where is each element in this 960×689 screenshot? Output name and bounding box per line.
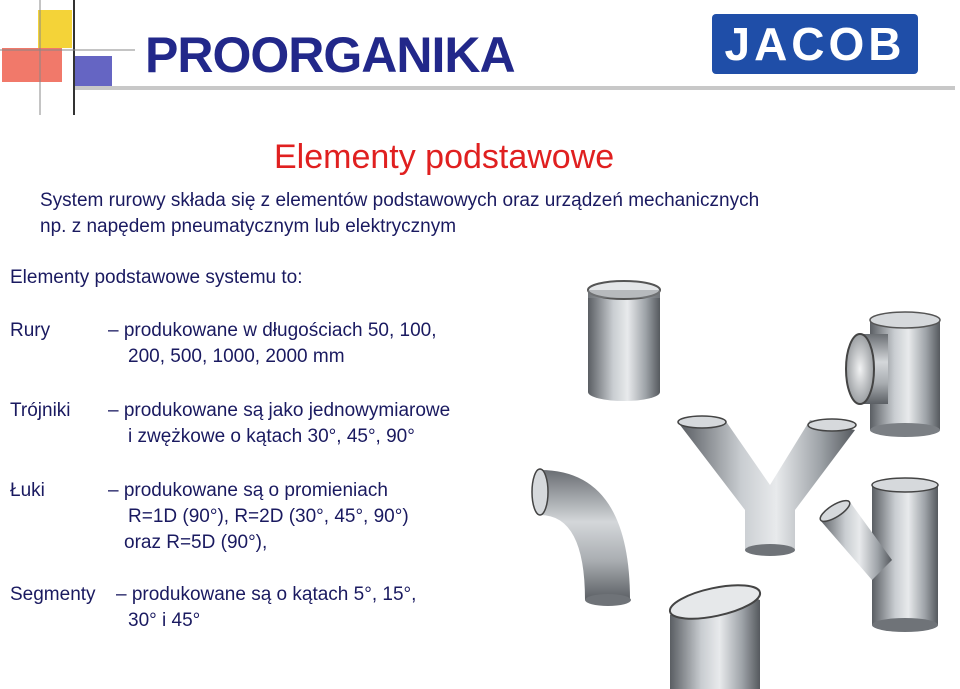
intro-line-1: System rurowy składa się z elementów podstawowych oraz urządzeń mechanicznych	[40, 190, 760, 211]
red-square	[2, 48, 62, 82]
yellow-square	[38, 10, 72, 48]
y-fitting-photo	[678, 416, 856, 556]
elbow-fitting-photo	[532, 469, 631, 606]
segment-fitting-photo	[667, 579, 763, 689]
subheading: Elementy podstawowe systemu to:	[10, 267, 303, 288]
intro-line-2: np. z napędem pneumatycznym lub elektrycznym	[40, 216, 457, 237]
item-luki-line-3: oraz R=5D (90°),	[124, 532, 268, 553]
jacob-logo: JACOB	[724, 18, 906, 70]
header-decoration	[0, 0, 140, 120]
blue-square	[74, 56, 112, 90]
pipe-fittings-illustration	[520, 270, 960, 689]
item-name-rury: Rury	[10, 320, 51, 341]
item-luki-line-2: R=1D (90°), R=2D (30°, 45°, 90°)	[128, 506, 409, 527]
item-name-luki: Łuki	[10, 480, 45, 501]
header-rule	[75, 86, 955, 90]
item-rury-line-2: 200, 500, 1000, 2000 mm	[128, 346, 345, 367]
item-segmenty-line-2: 30° i 45°	[128, 610, 201, 631]
item-luki-line-1: – produkowane są o promieniach	[108, 480, 388, 501]
tee-fitting-photo	[846, 312, 940, 437]
straight-pipe-photo	[588, 281, 660, 401]
proorganika-logo: PROORGANIKA	[145, 27, 515, 83]
reducing-tee-photo	[817, 478, 938, 632]
item-rury-line-1: – produkowane w długościach 50, 100,	[108, 320, 437, 341]
item-name-trojniki: Trójniki	[10, 400, 71, 421]
item-trojniki-line-2: i zwężkowe o kątach 30°, 45°, 90°	[128, 426, 415, 447]
item-name-segmenty: Segmenty	[10, 584, 96, 605]
item-trojniki-line-1: – produkowane są jako jednowymiarowe	[108, 400, 451, 421]
slide-title: Elementy podstawowe	[274, 138, 615, 176]
item-segmenty-line-1: – produkowane są o kątach 5°, 15°,	[116, 584, 417, 605]
